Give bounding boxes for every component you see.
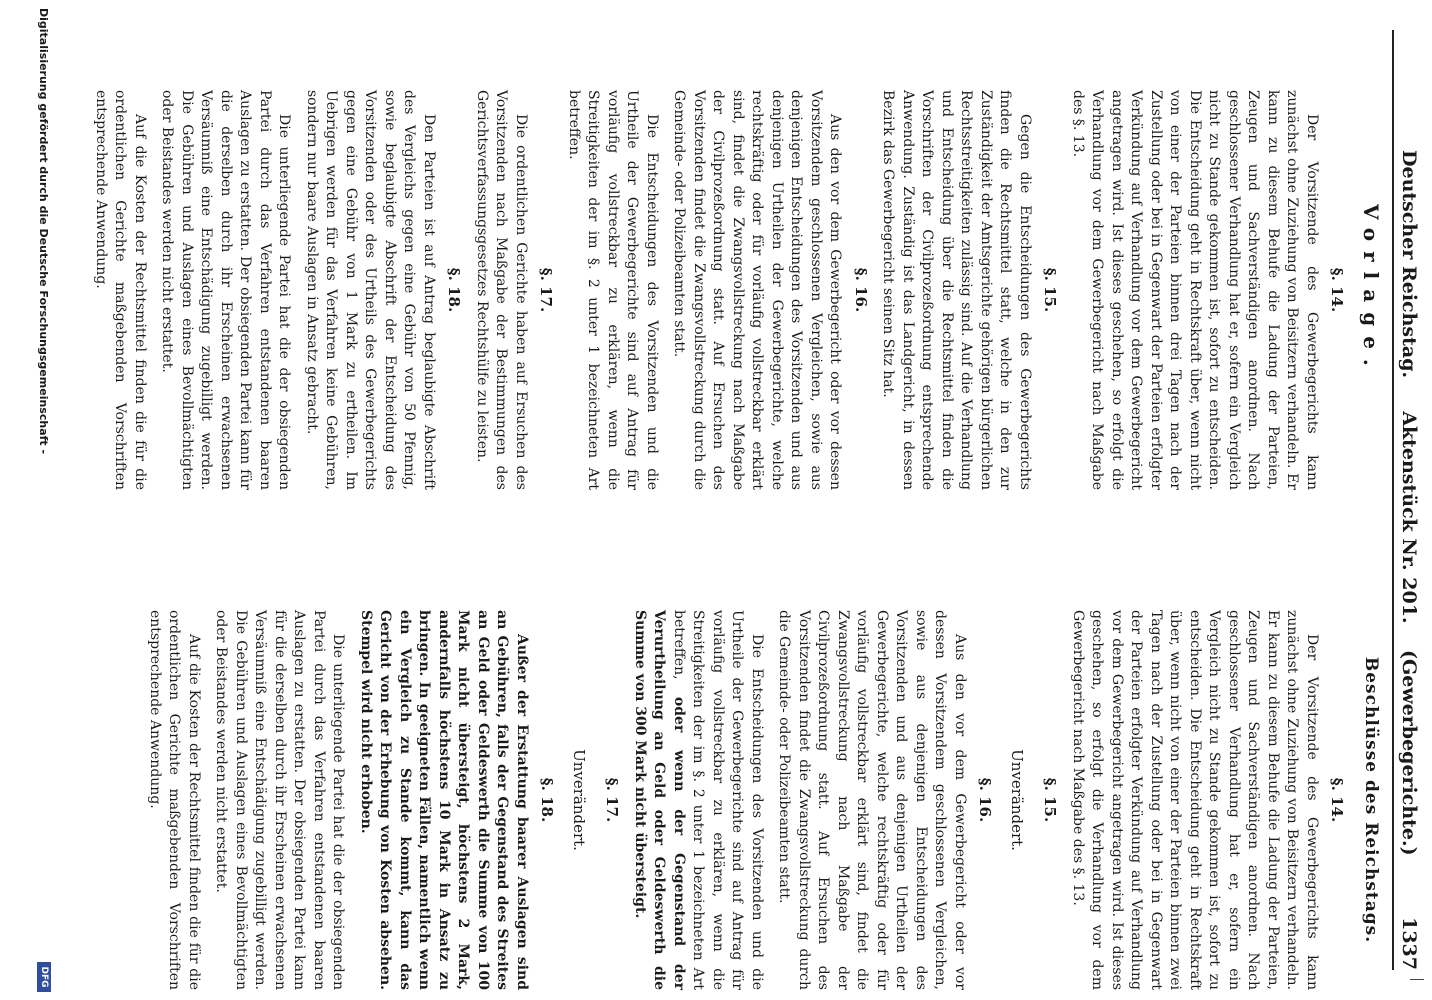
section-text: Die unterliegende Partei hat die der obsiegenden Partei durch das Verfahren entstandenen baaren Auslagen zu erstatten. Der obsiegenden Partei kann für die derselben durch ihr Erscheinen erwachsenen Versäumniß eine Entschädigung zugebilligt werden. Die Gebühren und Auslagen eines Bevollmächtigten oder Beistandes werden nicht erstattet. [213,610,347,990]
section-heading: §. 16. [852,267,870,313]
section-text: Aus den vor dem Gewerbegericht oder vor dessen Vorsitzendem geschlossenen Vergleichen, sowie aus denjenigen Entscheidungen des Vorsitzenden und aus denjenigen Urtheilen der Gewerbegerichte, welche rechtskräftig oder für vorläufig vollstreckbar erklärt sind, findet die Zwangsvollstreckung nach Maßgabe der Civilprozeßordnung statt. Auf Ersuchen des Vorsitzenden findet die Zwangsvollstreckung durch die Gemeinde- oder Polizeibeamten statt. [776,610,968,990]
footer-credit: Digitalisierung gefördert durch die Deutsche Forschungsgemeinschaft - [37,8,50,455]
section-heading: §. 17. [537,267,556,313]
column-title-vorlage: Vorlage. [1359,204,1383,376]
document-page [32,0,1432,1000]
page-number: 1337 [1398,917,1420,970]
page-header [1392,30,1422,970]
section-heading: §. 17. [603,777,622,823]
amended-plain-text: Die Entscheidungen des Vorsitzenden und die Urtheile der Gewerbegerichte sind auf Antrag für vorläufig vollstreckbar zu erklären, wenn die Streitigkeiten der im §. 2 unter 1 bezeichneten Art betreffen, [671,610,765,990]
section-text: Auf die Kosten der Rechtsmittel finden die für die ordentlichen Gerichte maßgebenden Vorschriften entsprechende Anwendung. [147,610,202,990]
unchanged-note: Unverändert. [570,749,588,851]
margin-mark [1410,979,1424,980]
section-heading: §. 18. [538,777,557,823]
section-text-amended: Außer der Erstattung baarer Auslagen sind an Gebühren, falls der Gegenstand des Streites an Geld oder Geldeswerth die Summe von 100 Mark nicht übersteigt, höchstens 2 Mark, andernfalls höchstens 10 Mark in Ansatz zu bringen. In geeigneten Fällen, namentlich wenn ein Vergleich zu Stande kommt, kann das Gericht von der Erhebung von Kosten absehen. Stempel wird nicht erhoben. [358,610,530,990]
header-title-group [1398,150,1420,856]
section-text-amended [630,610,767,990]
dfg-logo-badge: DFG [37,962,51,992]
section-text: Aus den vor dem Gewerbegericht oder vor dessen Vorsitzendem geschlossenen Vergleichen, sowie aus denjenigen Entscheidungen des Vorsitzenden und aus denjenigen Urtheilen der Gewerbegerichte, welche rechtskräftig oder für vorläufig vollstreckbar erklärt sind, findet die Zwangsvollstreckung nach Maßgabe der Civilprozeßordnung statt. Auf Ersuchen des Vorsitzenden findet die Zwangsvollstreckung durch die Gemeinde- oder Polizeibeamten statt. [671,90,844,490]
section-text: Auf die Kosten der Rechtsmittel finden die für die ordentlichen Gerichte maßgebenden Vorschriften entsprechende Anwendung. [93,90,148,490]
section-text: Die Entscheidungen des Vorsitzenden und die Urtheile der Gewerbegerichte sind auf Antrag für vorläufig vollstreckbar zu erklären, wenn die Streitigkeiten der im §. 2 unter 1 bezeichneten Art betreffen. [566,90,660,490]
section-heading: §. 15. [1041,267,1060,313]
amended-bold-text: oder wenn der Gegenstand der Verurtheilung an Geld oder Geldeswerth die Summe von 300 Mark nicht übersteigt. [632,610,687,991]
unchanged-note: Unverändert. [1008,749,1026,851]
section-text: Den Parteien ist auf Antrag beglaubigte Abschrift des Vergleichs gegen eine Gebühr von 50 Pfennig, sowie beglaubigte Abschrift der Entscheidung des Vorsitzenden oder des Urtheils des Gewerbegerichts gegen eine Gebühr von 1 Mark zu ertheilen. Im Uebrigen werden für das Verfahren keine Gebühren, sondern nur baare Auslagen in Ansatz gebracht. [304,90,437,490]
header-doc-number: Aktenstück Nr. 201. [1398,411,1420,624]
section-heading: §. 15. [1041,777,1060,823]
section-text: Die ordentlichen Gerichte haben auf Ersuchen des Vorsitzenden nach Maßgabe der Bestimmungen des Gerichtsverfassungsgesetzes Rechtshülfe zu leisten. [474,90,529,490]
section-text: Der Vorsitzende des Gewerbegerichts kann zunächst ohne Zuziehung von Beisitzern verhandeln. Er kann zu diesem Behufe die Ladung der Parteien, Zeugen und Sachverständigen anordnen. Nach geschlossener Verhandlung hat er, sofern ein Vergleich nicht zu Stande gekommen ist, sofort zu entscheiden. Die Entscheidung geht in Rechtskraft über, wenn nicht von einer der Parteien binnen zwei Tagen nach der Zustellung oder bei in Gegenwart der Parteien erfolgter Verkündung auf Verhandlung vor dem Gewerbegericht angetragen wird. Ist dieses geschehen, so erfolgt die Verhandlung vor dem Gewerbegericht nach Maßgabe des §. 13. [1070,610,1320,990]
header-subject: (Gewerbegerichte.) [1398,650,1420,856]
section-heading: §. 14. [1328,267,1347,313]
section-heading: §. 16. [976,777,995,823]
header-title: Deutscher Reichstag. [1398,150,1420,379]
left-column-vorlage [83,90,1381,490]
right-column-beschluesse [137,610,1381,990]
section-text: Der Vorsitzende des Gewerbegerichts kann zunächst ohne Zuziehung von Beisitzern verhandeln. Er kann zu diesem Behufe die Ladung der Parteien, Zeugen und Sachverständigen anordnen. Nach geschlossener Verhandlung hat er, sofern ein Vergleich nicht zu Stande gekommen ist, sofort zu entscheiden. Die Entscheidung geht in Rechtskraft über, wenn nicht von einer der Parteien binnen drei Tagen nach der Zustellung oder bei in Gegenwart der Parteien erfolgter Verkündung auf Verhandlung vor dem Gewerbegericht angetragen wird. Ist dieses geschehen, so erfolgt die Verhandlung vor dem Gewerbegericht nach Maßgabe des §. 13. [1070,90,1320,490]
section-text: Die unterliegende Partei hat die der obsiegenden Partei durch das Verfahren entstandenen baaren Auslagen zu erstatten. Der obsiegenden Partei kann für die derselben durch ihr Erscheinen erwachsenen Versäumniß eine Entschädigung zugebilligt werden. Die Gebühren und Auslagen eines Bevollmächtigten oder Beistandes werden nicht erstattet. [159,90,293,490]
digitization-footer [34,0,52,1000]
section-heading: §. 14. [1328,777,1347,823]
section-heading: §. 18. [445,267,464,313]
section-text: Gegen die Entscheidungen des Gewerbegerichts finden die Rechtsmittel statt, welche in den zur Zuständigkeit der Amtsgerichte gehörigen bürgerlichen Rechtsstreitigkeiten zulässig sind. Auf die Verhandlung und Entscheidung über die Rechtsmittel finden die Vorschriften der Civilprozeßordnung entsprechende Anwendung. Zuständig ist das Landgericht, in dessen Bezirk das Gewerbegericht seinen Sitz hat. [880,90,1033,490]
column-title-beschluesse: Beschlüsse des Reichstags. [1361,656,1381,944]
